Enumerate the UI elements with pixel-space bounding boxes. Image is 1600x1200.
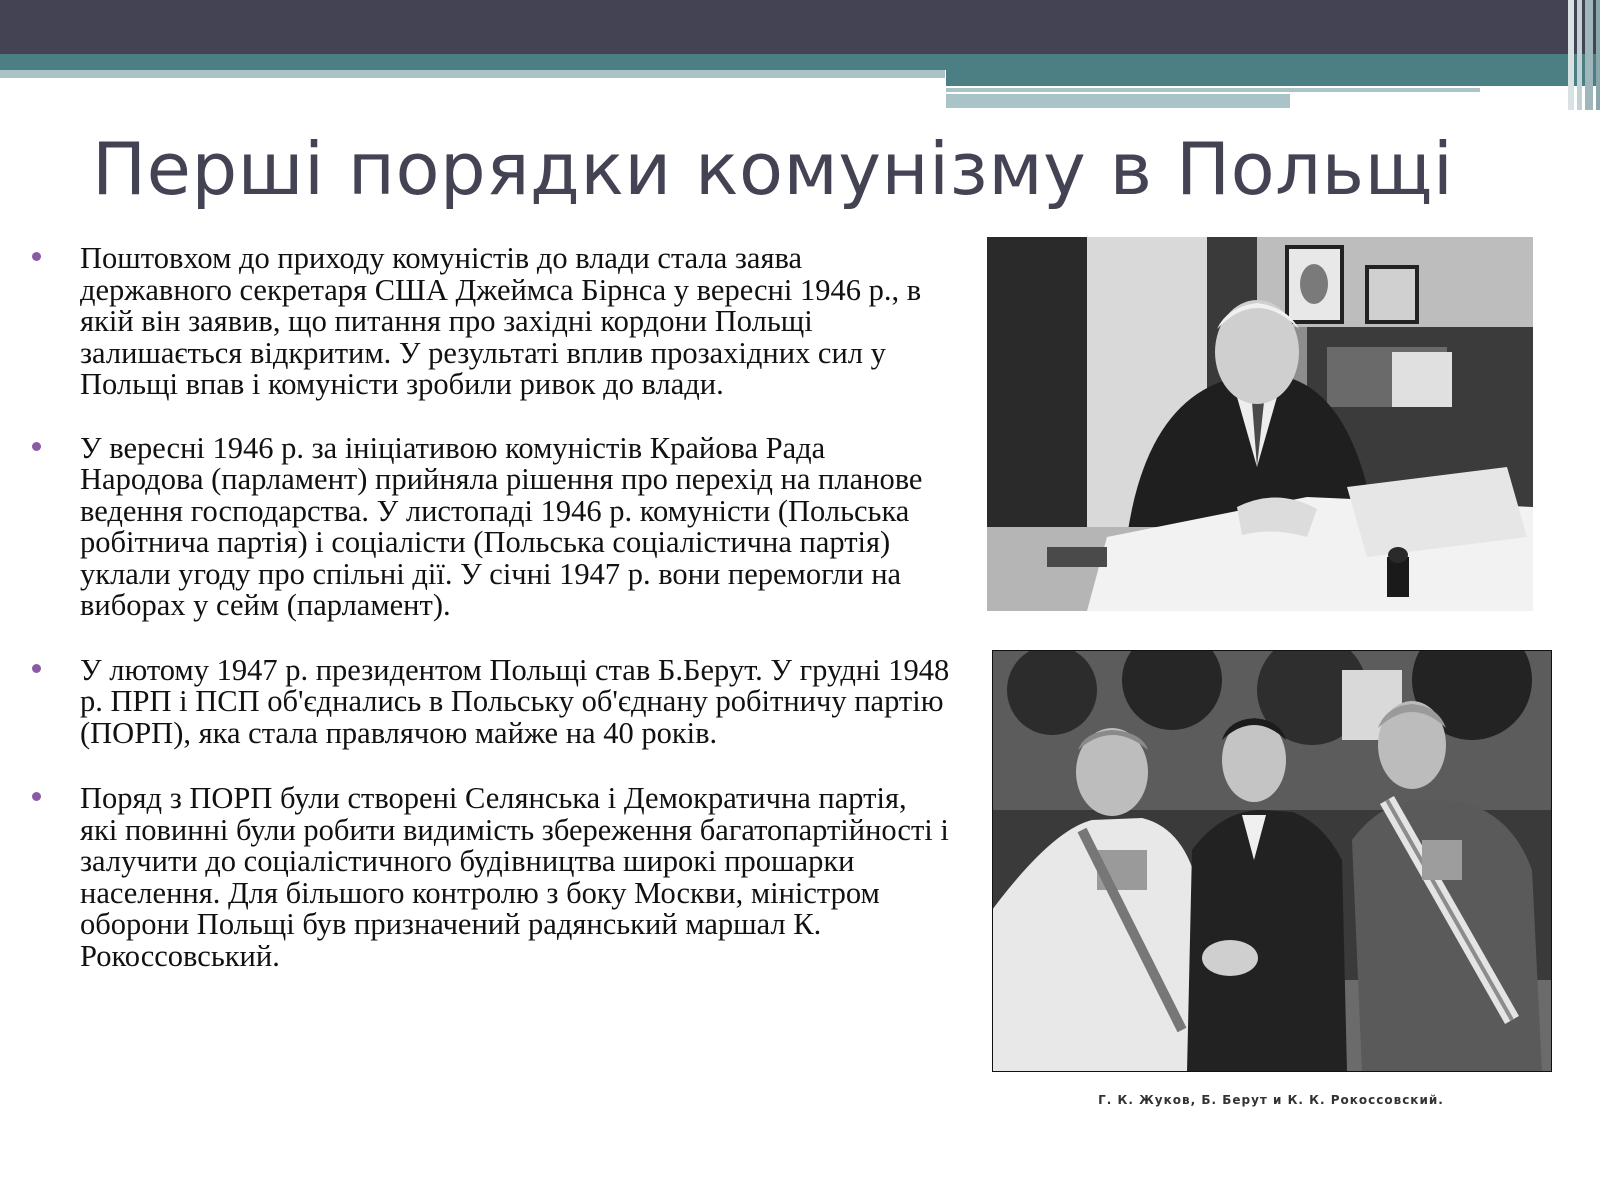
header-band-dark — [0, 0, 1600, 54]
bullet-item — [30, 783, 950, 972]
bullet-text: Поштовхом до приходу комуністів до влади стала заява державного секретаря США Джеймса Бірнса у вересні 1946 р., в якій він заявив, що питання про західні кордони Польщі залишається відкритим. У результаті вплив прозахідних сил у Польщі впав і комуністи зробили ривок до влади. — [80, 241, 922, 401]
header-band-teal — [0, 54, 1600, 70]
photo-caption: Г. К. Жуков, Б. Берут и К. К. Рокоссовский. — [1098, 1093, 1444, 1107]
header-band-light — [0, 70, 945, 78]
photo-byrnes-at-desk — [987, 237, 1533, 611]
bullet-item — [30, 243, 950, 401]
slide-title: Перші порядки комунізму в Польщі — [92, 127, 1454, 211]
bullet-item — [30, 430, 950, 622]
bullet-item — [30, 652, 950, 750]
bullet-text: У вересні 1946 р. за ініціативою комуністів Крайова Рада Народова (парламент) прийняла рішення про перехід на планове ведення господарства. У листопаді 1946 р. комуністи (Польська робітнича партія) і соціалісти (Польська соціалістична партія) уклали угоду про спільні дії. У січні 1947 р. вони перемогли на виборах у сейм (парламент). — [80, 430, 923, 622]
photo-byrnes-at-desk-image — [987, 237, 1533, 611]
header-band-right-2 — [946, 88, 1480, 92]
bullet-list — [30, 243, 950, 1004]
bullet-dot-icon — [32, 252, 41, 261]
edge-stripes — [1554, 0, 1600, 110]
header-band-right-3 — [946, 94, 1290, 108]
bullet-text: У лютому 1947 р. президентом Польщі став Б.Берут. У грудні 1948 р. ПРП і ПСП об'єднались в Польську об'єднану робітничу партію (ПОРП), яка стала правлячою майже на 40 років. — [80, 652, 950, 750]
photo-zhukov-bierut-rokossovsky — [980, 642, 1562, 1126]
bullet-dot-icon — [32, 792, 41, 801]
header-band-right-1 — [946, 70, 1600, 86]
photo-zhukov-bierut-rokossovsky-image — [992, 650, 1552, 1072]
bullet-dot-icon — [32, 664, 41, 673]
bullet-dot-icon — [32, 442, 41, 451]
bullet-text: Поряд з ПОРП були створені Селянська і Демократична партія, які повинні були робити видимість збереження багатопартійності і залучити до соціалістичного будівництва широкі прошарки населення. Для більшого контролю з боку Москви, міністром оборони Польщі був призначений радянський маршал К. Рокоссовський. — [80, 781, 949, 973]
